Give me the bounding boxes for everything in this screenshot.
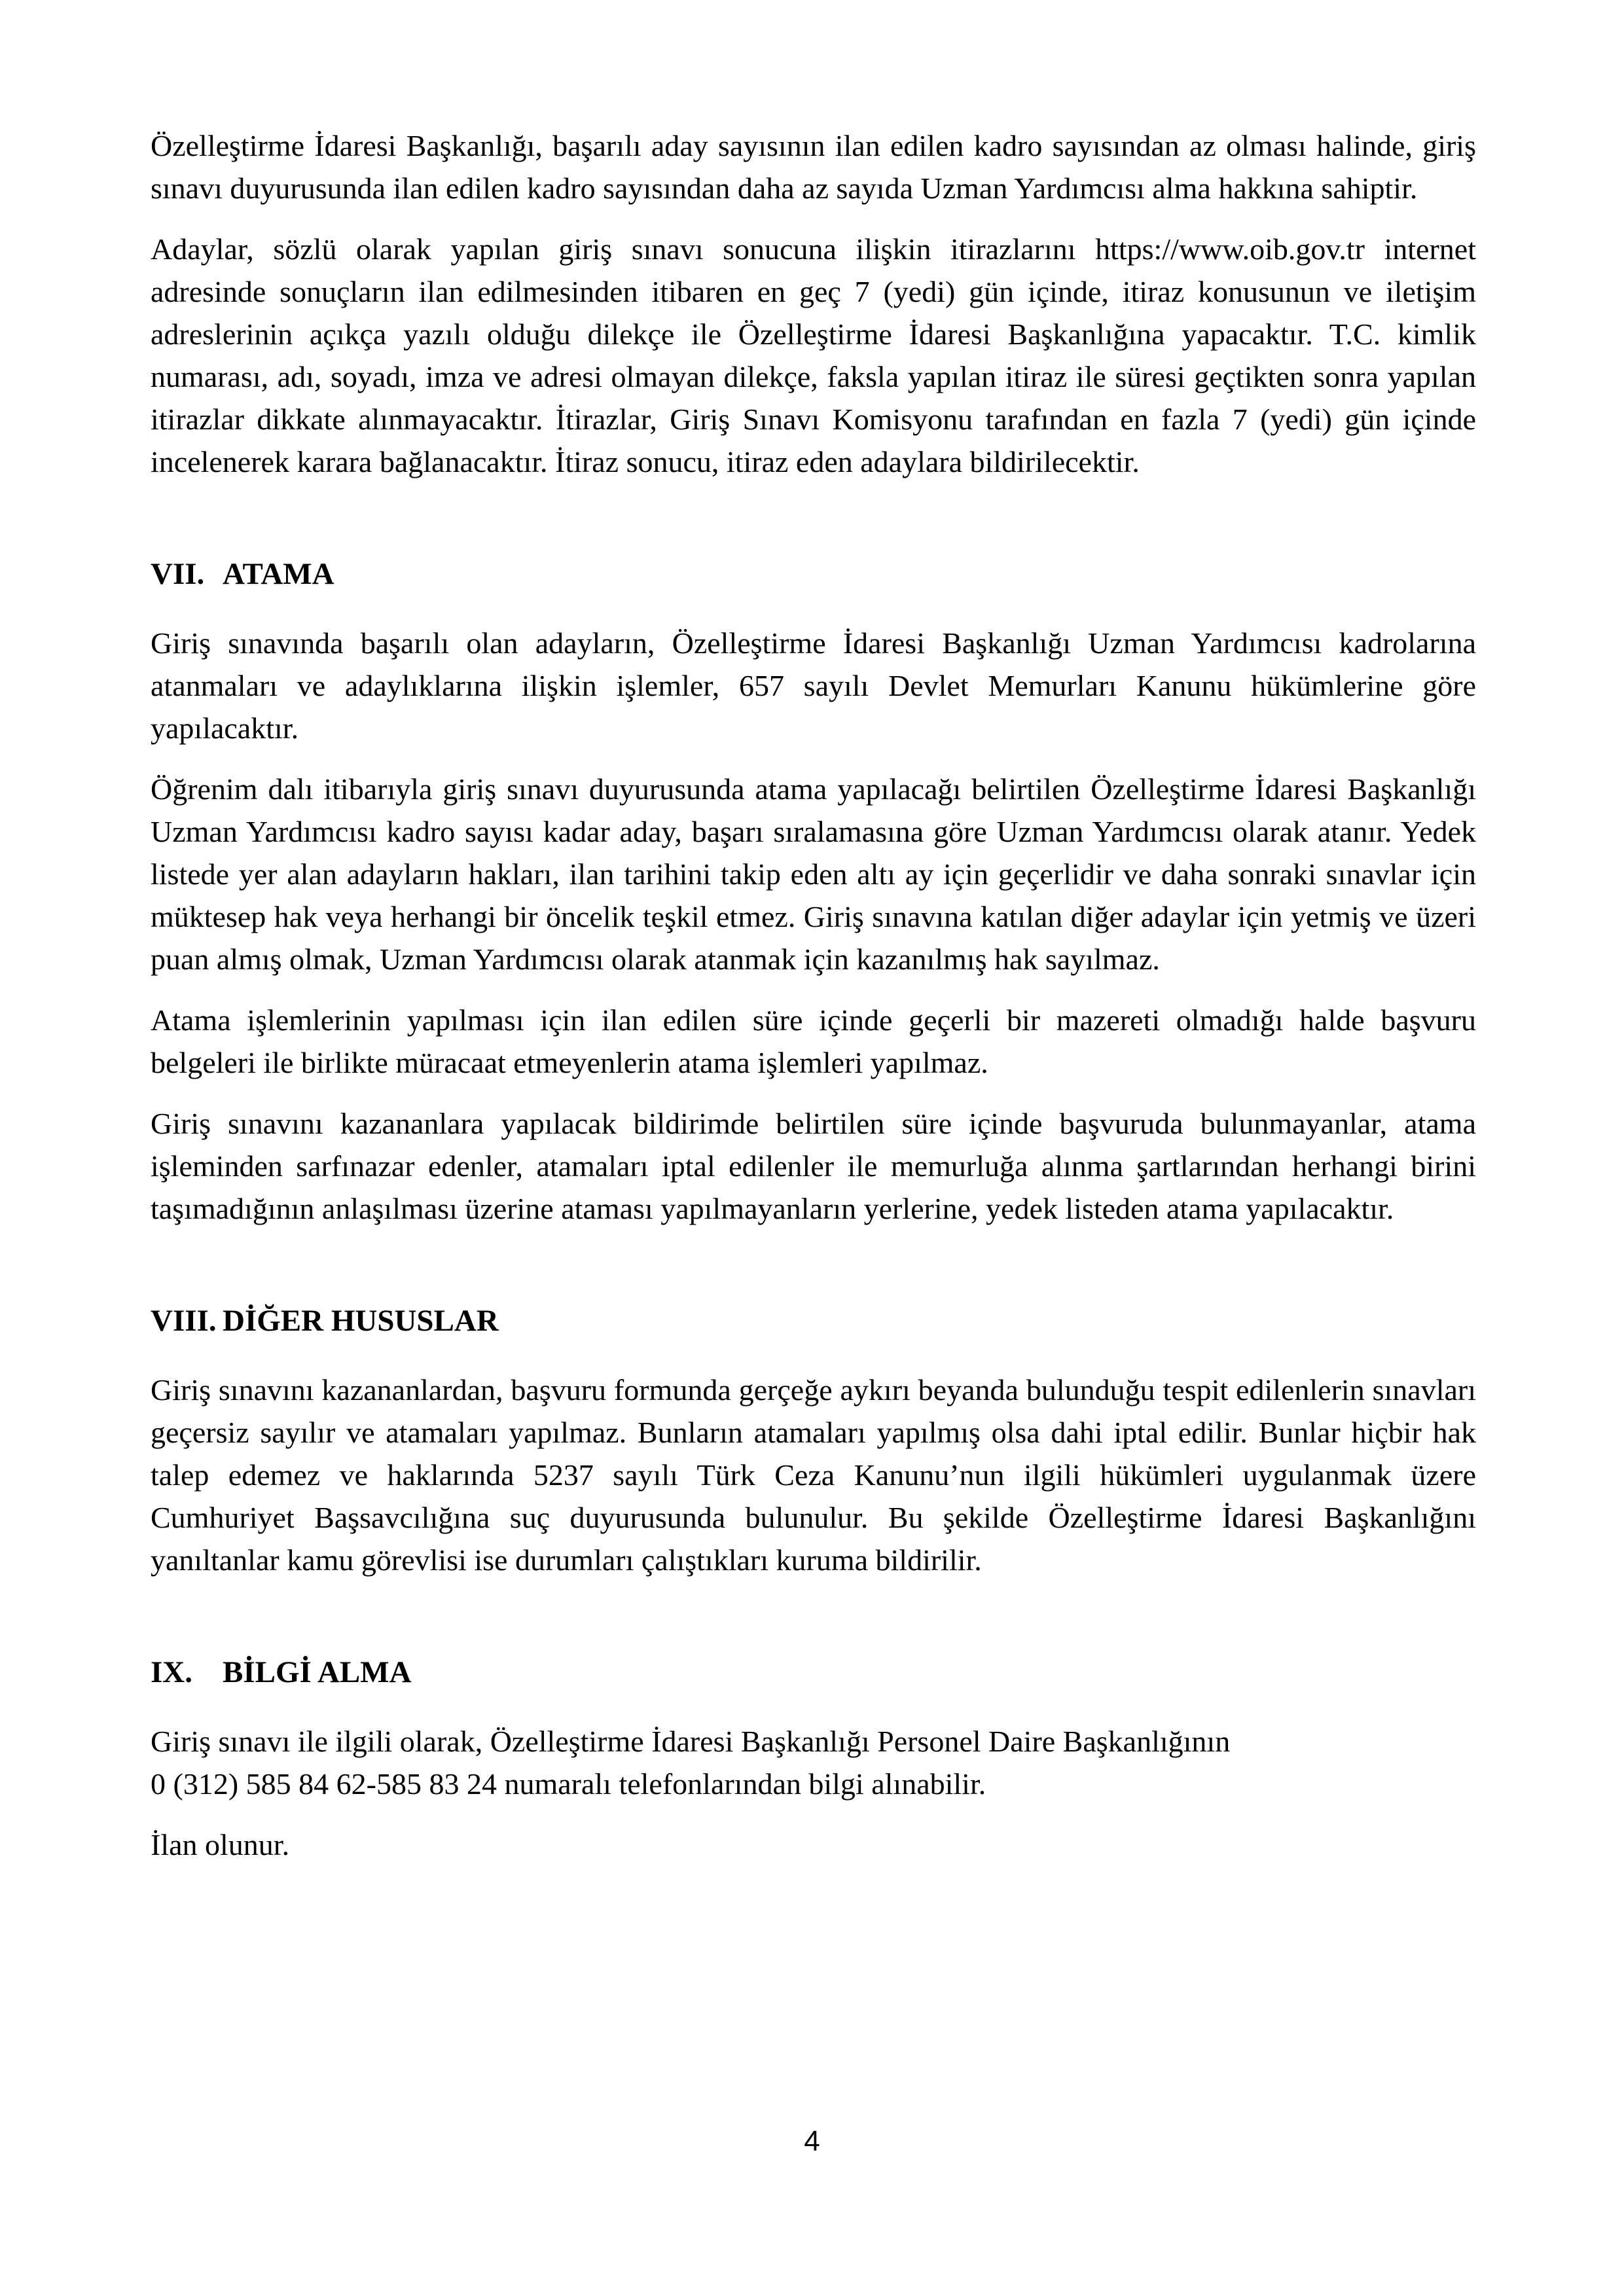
contact-line-2: 0 (312) 585 84 62-585 83 24 numaralı telefonlarından bilgi alınabilir.: [151, 1767, 986, 1801]
section-title: ATAMA: [223, 557, 334, 591]
paragraph: Atama işlemlerinin yapılması için ilan edilen süre içinde geçerli bir mazereti olmadığı halde başvuru belgeleri ile birlikte müracaat etmeyenlerin atama işlemleri yapılmaz.: [151, 1003, 1476, 1079]
intro-paragraph-1: Özelleştirme İdaresi Başkanlığı, başarılı aday sayısının ilan edilen kadro sayısından az olması halinde, giriş sınavı duyurusunda ilan edilen kadro sayısından daha az sayıda Uzman Yardımcısı alma hakkına sahiptir.: [151, 129, 1476, 205]
section-number: IX.: [151, 1655, 192, 1689]
intro-paragraph-2: Adaylar, sözlü olarak yapılan giriş sınavı sonucuna ilişkin itirazlarını https://www.oib.gov.tr internet adresinde sonuçların ilan edilmesinden itibaren en geç 7 (yedi) gün içinde, itiraz konusunun ve iletişim adreslerinin açıkça yazılı olduğu dilekçe ile Özelleştirme İdaresi Başkanlığına yapacaktır. T.C. kimlik numarası, adı, soyadı, imza ve adresi olmayan dilekçe, faksla yapılan itiraz ile süresi geçtikten sonra yapılan itirazlar dikkate alınmayacaktır. İtirazlar, Giriş Sınavı Komisyonu tarafından en fazla 7 (yedi) gün içinde incelenerek karara bağlanacaktır. İtiraz sonucu, itiraz eden adaylara bildirilecektir.: [151, 232, 1476, 478]
paragraph: Öğrenim dalı itibarıyla giriş sınavı duyurusunda atama yapılacağı belirtilen Özelleştirme İdaresi Başkanlığı Uzman Yardımcısı kadro sayısı kadar aday, başarı sıralamasına göre Uzman Yardımcısı olarak atanır. Yedek listede yer alan adayların hakları, ilan tarihini takip eden altı ay için geçerlidir ve daha sonraki sınavlar için müktesep hak veya herhangi bir öncelik teşkil etmez. Giriş sınavına katılan diğer adaylar için yetmiş ve üzeri puan almış olmak, Uzman Yardımcısı olarak atanmak için kazanılmış hak sayılmaz.: [151, 772, 1476, 976]
section-number: VII.: [151, 557, 205, 591]
contact-line-1: Giriş sınavı ile ilgili olarak, Özelleştirme İdaresi Başkanlığı Personel Daire Başkanlığının: [151, 1725, 1231, 1758]
paragraph: Giriş sınavında başarılı olan adayların, Özelleştirme İdaresi Başkanlığı Uzman Yardımcısı kadrolarına atanmaları ve adaylıklarına ilişkin işlemler, 657 sayılı Devlet Memurları Kanunu hükümlerine göre yapılacaktır.: [151, 626, 1476, 745]
closing-statement: İlan olunur.: [151, 1828, 290, 1861]
section-heading-bilgi-alma: [151, 1651, 1476, 1694]
section-title: BİLGİ ALMA: [223, 1655, 412, 1689]
contact-paragraph: [151, 1720, 1476, 1805]
section-number: VIII.: [151, 1304, 217, 1338]
section-heading-diger-hususlar: [151, 1300, 1476, 1342]
paragraph: Giriş sınavını kazananlara yapılacak bildirimde belirtilen süre içinde başvuruda bulunmayanlar, atama işleminden sarfınazar edenler, atamaları iptal edilenler ile memurluğa alınma şartlarından herhangi birini taşımadığının anlaşılması üzerine ataması yapılmayanların yerlerine, yedek listeden atama yapılacaktır.: [151, 1107, 1476, 1225]
paragraph: Giriş sınavını kazananlardan, başvuru formunda gerçeğe aykırı beyanda bulunduğu tespit edilenlerin sınavları geçersiz sayılır ve atamaları yapılmaz. Bunların atamaları yapılmış olsa dahi iptal edilir. Bunlar hiçbir hak talep edemez ve haklarında 5237 sayılı Türk Ceza Kanunu’nun ilgili hükümleri uygulanmak üzere Cumhuriyet Başsavcılığına suç duyurusunda bulunulur. Bu şekilde Özelleştirme İdaresi Başkanlığını yanıltanlar kamu görevlisi ise durumları çalıştıkları kuruma bildirilir.: [151, 1373, 1476, 1577]
section-heading-atama: [151, 553, 1476, 596]
document-body: [151, 124, 1476, 1866]
page-number: 4: [804, 2125, 820, 2157]
section-title: DİĞER HUSUSLAR: [223, 1304, 499, 1338]
